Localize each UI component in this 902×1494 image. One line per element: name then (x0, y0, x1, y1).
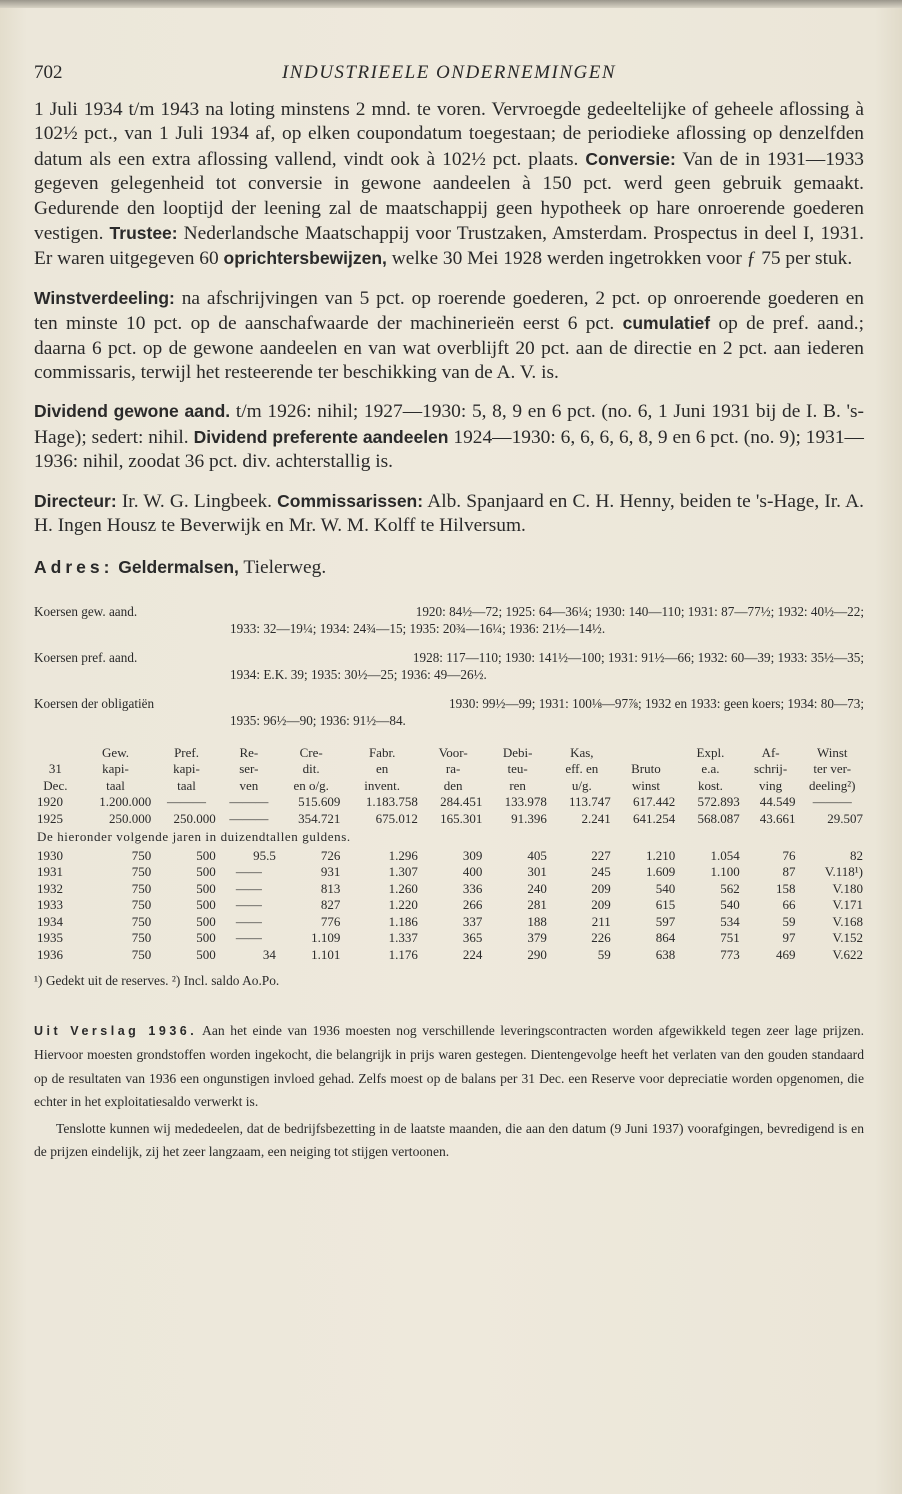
value-cell: —— (235, 864, 262, 879)
value-cell: 1.101 (311, 946, 341, 962)
value-cell: 773 (720, 946, 740, 962)
address-line (34, 557, 864, 579)
quote-line (34, 695, 864, 712)
header-line: Gew. (102, 744, 129, 760)
value-cell: 281 (527, 897, 547, 912)
value-cell: 165.301 (440, 810, 483, 826)
table-row (34, 914, 866, 931)
header-line: Expl. (696, 744, 725, 760)
value-cell: 87 (782, 864, 796, 879)
column-header (485, 745, 549, 795)
paragraph-dividend (34, 399, 864, 474)
table-row (34, 930, 866, 947)
header-line: schrij- (753, 761, 788, 776)
text-span: Aan het einde van 1936 moesten nog verschillende leveringscontracten worden afgewikkeld tegen zeer lage prijzen. Hiervoor moesten grondstoffen worden ingekocht, die belangrijk in prijs waren gestegen. Dientengevolge heeft het verlaten van den gouden standaard op de resultaten van 1936 een ongunstigen invloed gehad. Zelfs moest op de balans per 31 Dec. een Reserve voor depreciatie worden opgenomen, die echter in het exploitatiesaldo verwerkt is. (34, 1023, 864, 1110)
value-cell: 1.186 (388, 913, 418, 929)
scan-edge (0, 0, 902, 8)
value-cell: 59 (597, 946, 611, 962)
value-cell: 750 (131, 847, 152, 863)
header-line: Bruto (631, 761, 661, 776)
header-line: ven (239, 777, 259, 793)
column-header (743, 745, 799, 795)
value-cell: 675.012 (375, 810, 418, 826)
column-header (77, 745, 155, 795)
year-cell: 1920 (37, 794, 63, 809)
value-cell: 597 (655, 913, 676, 929)
header-line: Pref. (174, 744, 199, 760)
text-span: welke 30 Mei 1928 werden ingetrokken voor ƒ 75 per stuk. (391, 248, 853, 270)
value-cell: 500 (196, 880, 216, 896)
value-cell: 864 (655, 930, 676, 945)
value-cell: 133.978 (504, 794, 547, 809)
value-cell: V.171 (832, 897, 863, 912)
price-quotes (34, 603, 864, 729)
value-cell: 1.200.000 (99, 794, 152, 809)
value-cell: 750 (131, 946, 152, 962)
quote-line (34, 603, 864, 620)
value-cell: 1.210 (645, 847, 676, 863)
table-row (34, 897, 866, 914)
value-cell: V.118¹) (824, 864, 863, 879)
value-cell: V.152 (832, 930, 863, 945)
value-cell: 500 (196, 847, 216, 863)
value-cell: 1.109 (311, 930, 341, 945)
value-cell: 540 (655, 880, 676, 896)
value-cell: 500 (196, 930, 216, 945)
header-line: en o/g. (293, 777, 329, 793)
running-title: INDUSTRIEELE ONDERNEMINGEN (281, 62, 616, 83)
paragraph-directie (34, 489, 864, 539)
heading-dividend-preferente: Dividend preferente aandeelen (193, 426, 449, 447)
header-row (34, 745, 866, 795)
quote-line (34, 649, 864, 666)
value-cell: 1.609 (645, 864, 676, 879)
header-line: taal (106, 777, 125, 793)
year-cell: 1931 (37, 864, 63, 879)
value-cell: 641.254 (632, 810, 676, 826)
value-cell: ——— (167, 794, 207, 809)
header-line: invent. (364, 777, 401, 793)
year-cell: 1933 (37, 897, 63, 912)
value-cell: 224 (462, 946, 483, 962)
header-line: Debi- (502, 744, 533, 760)
value-cell: 250.000 (109, 810, 152, 826)
value-cell: 76 (782, 847, 796, 863)
address-place: Geldermalsen, (118, 556, 239, 577)
table-row (34, 947, 866, 964)
header-line: deeling²) (808, 777, 856, 793)
address-street: Tielerweg. (243, 556, 327, 578)
value-cell: 379 (527, 930, 547, 945)
value-cell: 515.609 (298, 794, 341, 809)
value-cell: 209 (591, 897, 611, 912)
column-header (34, 745, 77, 795)
value-cell: 34 (262, 946, 276, 962)
value-cell: 750 (131, 864, 152, 879)
value-cell: 931 (320, 864, 341, 879)
header-line: kost. (697, 777, 723, 793)
heading-winstverdeeling: Winstverdeeling: (34, 287, 175, 308)
year-cell: 1930 (37, 847, 63, 863)
header-line: u/g. (571, 777, 592, 793)
text-span: na afschrijvingen van 5 pct. op roerende goederen, 2 pct. op onroerende goederen en ten minste 10 pct. op de aanschafwaarde der machinerieën eerst 6 pct. (34, 287, 864, 335)
value-cell: —— (235, 913, 262, 929)
value-cell: 227 (591, 847, 611, 863)
value-cell: 113.747 (568, 794, 611, 809)
value-cell: 638 (655, 946, 676, 962)
value-cell: 1.220 (388, 897, 418, 912)
header-line: Voor- (438, 744, 468, 760)
value-cell: 59 (782, 913, 796, 929)
value-cell: 44.549 (759, 794, 796, 809)
value-cell: 750 (131, 913, 152, 929)
header-line: Winst (816, 744, 848, 760)
value-cell: 336 (462, 880, 483, 896)
value-cell: 301 (527, 864, 547, 879)
value-cell: 365 (462, 930, 483, 945)
value-cell: 284.451 (440, 794, 483, 809)
column-header (421, 745, 485, 795)
header-line: 31 (48, 761, 62, 776)
table-row (34, 794, 866, 811)
value-cell: 750 (131, 880, 152, 896)
table-row (34, 848, 866, 865)
column-header (154, 745, 218, 795)
header-line: Kas, (570, 744, 594, 760)
address-label: Adres: (34, 556, 114, 577)
value-cell: 1.100 (710, 864, 740, 879)
value-cell: 540 (720, 897, 740, 912)
value-cell: 469 (775, 946, 796, 962)
value-cell: 500 (196, 913, 216, 929)
heading-cumulatief: cumulatief (622, 313, 711, 334)
value-cell: 726 (320, 847, 341, 863)
text-span: t/m 1926: nihil; 1927—1930: 5, 8, 9 en 6 pct. (no. 6, 1 Juni 1931 bij de I. B. 's-Hage); sedert: nihil. (34, 401, 865, 448)
paragraph-aflossing (34, 98, 864, 272)
quote-line-continued: 1933: 32—19¼; 1934: 24¾—15; 1935: 20¾—16¼; 1936: 21½—14½. (230, 620, 606, 636)
header-line: ren (509, 777, 526, 793)
year-cell: 1935 (37, 930, 63, 945)
value-cell: —— (235, 930, 262, 945)
value-cell: 500 (196, 897, 216, 912)
value-cell: V.180 (832, 880, 863, 896)
value-cell: 615 (655, 897, 676, 912)
table-header (34, 745, 866, 795)
value-cell: 209 (591, 880, 611, 896)
value-cell: 617.442 (632, 794, 676, 809)
header-line: den (443, 777, 463, 793)
heading-trustee: Trustee: (109, 223, 178, 244)
header-line: kapi- (173, 761, 200, 776)
table-subheading: De hieronder volgende jaren in duizendtallen guldens. (37, 829, 351, 844)
value-cell: 813 (320, 880, 341, 896)
header-line: kapi- (102, 761, 129, 776)
report-heading: Uit Verslag 1936. (34, 1024, 198, 1038)
value-cell: 226 (591, 930, 611, 945)
header-line: Fabr. (368, 744, 396, 760)
value-cell: 266 (462, 897, 483, 912)
value-cell: 562 (720, 880, 740, 896)
table-footnote: ¹) Gedekt uit de reserves. ²) Incl. saldo Ao.Po. (34, 973, 280, 988)
value-cell: 337 (462, 913, 483, 929)
quote-line-continued: 1934: E.K. 39; 1935: 30½—25; 1936: 49—26½. (230, 666, 487, 682)
value-cell: 309 (462, 847, 483, 863)
header-line: Af- (761, 744, 780, 760)
report-paragraph-2: Tenslotte kunnen wij mededeelen, dat de bedrijfsbezetting in de laatste maanden, die aan den datum (9 Juni 1937) voorafgingen, bevredigend is en de prijzen eindelijk, zij het zeer langzaam, een neiging tot stijgen vertoonen. (34, 1120, 864, 1160)
header-line: en (376, 761, 389, 776)
financial-table (34, 745, 866, 964)
value-cell: 97 (782, 930, 796, 945)
value-cell: 211 (591, 913, 611, 929)
header-line: teu- (507, 761, 528, 776)
value-cell: 534 (720, 913, 740, 929)
quote-values: 1920: 84½—72; 1925: 64—36¼; 1930: 140—110; 1931: 87—77½; 1932: 40½—22; (415, 603, 864, 619)
value-cell: 29.507 (827, 810, 863, 826)
quote-block (34, 649, 864, 683)
value-cell: 354.721 (298, 810, 341, 826)
value-cell: 2.241 (581, 810, 611, 826)
column-header (798, 745, 866, 795)
header-line: Cre- (299, 744, 323, 760)
quote-label: Koersen gew. aand. (34, 603, 138, 619)
quote-block (34, 603, 864, 637)
page-number: 702 (34, 62, 63, 83)
value-cell: 290 (527, 946, 547, 962)
paragraph-winstverdeeling (34, 286, 864, 386)
value-cell: 1.176 (388, 946, 418, 962)
value-cell: 751 (720, 930, 740, 945)
value-cell: 568.087 (697, 810, 740, 826)
value-cell: V.168 (832, 913, 863, 929)
heading-directeur: Directeur: (34, 490, 117, 511)
value-cell: 500 (196, 946, 216, 962)
value-cell: V.622 (832, 946, 863, 962)
value-cell: 188 (527, 913, 547, 929)
heading-conversie: Conversie: (585, 148, 676, 169)
text-span: 1924—1930: 6, 6, 6, 6, 8, 9 en 6 pct. (no. 9); 1931—1936: nihil, zoodat 36 pct. div. achterstallig is. (34, 426, 864, 473)
text-span: 1 Juli 1934 t/m 1943 na loting minstens 2 mnd. te voren. Vervroegde gedeeltelijke of geheele aflossing à 102½ pct., van 1 Juli 1934 af, op elken coupondatum toegestaan; de periodieke aflossing op denzelfden datum als een extra aflossing vallend, vindt ook à 102½ pct. plaats. (34, 99, 864, 170)
value-cell: ——— (812, 794, 852, 809)
heading-dividend-gewone: Dividend gewone aand. (34, 401, 231, 422)
annual-report-excerpt (34, 1019, 864, 1163)
value-cell: 158 (775, 880, 796, 896)
value-cell: 400 (462, 864, 483, 879)
header-line: taal (177, 777, 196, 793)
header-line: dit. (302, 761, 320, 776)
table-row (34, 811, 866, 828)
value-cell: —— (235, 897, 262, 912)
table-row (34, 881, 866, 898)
column-header (343, 745, 421, 795)
text-span: Van de in 1931—1933 gegeven gelegenheid tot conversie in gewone aandeelen à 150 pct. werd geen gebruik gemaakt. Gedurende den looptijd der leening zal de maatschappij geen hypotheek op hare onroerende goederen vestigen. (34, 148, 864, 245)
value-cell: 572.893 (697, 794, 740, 809)
value-cell: 750 (131, 897, 152, 912)
report-paragraph-1 (34, 1019, 864, 1114)
value-cell: 1.337 (388, 930, 418, 945)
column-header (550, 745, 614, 795)
value-cell: 91.396 (511, 810, 547, 826)
value-cell: 240 (527, 880, 547, 896)
year-cell: 1934 (37, 913, 63, 929)
quote-block (34, 695, 864, 729)
value-cell: 1.260 (388, 880, 418, 896)
year-cell: 1925 (37, 810, 63, 826)
value-cell: 43.661 (759, 810, 796, 826)
heading-commissarissen: Commissarissen: (277, 490, 424, 511)
quote-values: 1928: 117—110; 1930: 141½—100; 1931: 91½—66; 1932: 60—39; 1933: 35½—35; (412, 649, 864, 665)
quote-label: Koersen pref. aand. (34, 649, 138, 665)
table-body (34, 794, 866, 963)
year-cell: 1932 (37, 880, 63, 896)
text-span: Alb. Spanjaard en C. H. Henny, beiden te 's-Hage, Ir. A. H. Ingen Housz te Beverwijk en Mr. W. M. Kolff te Hilversum. (34, 490, 864, 537)
column-header (678, 745, 742, 795)
year-cell: 1936 (37, 946, 63, 962)
value-cell: 82 (850, 847, 863, 863)
quote-values: 1930: 99½—99; 1931: 100⅛—97⅞; 1932 en 1933: geen koers; 1934: 80—73; (448, 695, 864, 711)
value-cell: 405 (527, 847, 547, 863)
quote-label: Koersen der obligatiën (34, 695, 155, 711)
value-cell: ——— (229, 794, 269, 809)
header-line: ser- (239, 761, 259, 776)
value-cell: 776 (320, 913, 341, 929)
header-line: e.a. (701, 761, 720, 776)
value-cell: 95.5 (253, 847, 276, 863)
quote-line-continued: 1935: 96½—90; 1936: 91½—84. (230, 712, 406, 728)
table-subheading-row (34, 827, 866, 848)
value-cell: ——— (229, 810, 269, 826)
header-line: Re- (239, 744, 259, 760)
column-header (614, 745, 678, 795)
column-header (219, 745, 279, 795)
value-cell: 250.000 (173, 810, 216, 826)
column-header (279, 745, 343, 795)
value-cell: 500 (196, 864, 216, 879)
header-line: Dec. (43, 777, 68, 793)
header-line: eff. en (565, 761, 599, 776)
value-cell: —— (235, 880, 262, 896)
header-line: winst (631, 777, 661, 793)
value-cell: 245 (591, 864, 611, 879)
value-cell: 1.183.758 (365, 794, 418, 809)
page-body (34, 98, 864, 1163)
header-line: ra- (445, 761, 461, 776)
text-span: Nederlandsche Maatschappij voor Trustzaken, Amsterdam. Prospectus in deel I, 1931. Er waren uitgegeven 60 (34, 223, 864, 270)
value-cell: 66 (782, 897, 796, 912)
value-cell: 1.054 (710, 847, 740, 863)
value-cell: 827 (320, 897, 341, 912)
text-span: op de pref. aand.; daarna 6 pct. op de gewone aandeelen en van wat overblijft 20 pct. aan de directie en 2 pct. aan iederen commissaris, terwijl het resteerende ter beschikking van de A. V. is. (34, 313, 864, 384)
heading-oprichtersbewijzen: oprichtersbewijzen, (223, 248, 387, 269)
text-span: Ir. W. G. Lingbeek. (121, 490, 272, 512)
value-cell: 750 (131, 930, 152, 945)
value-cell: 1.296 (388, 847, 418, 863)
table-row (34, 864, 866, 881)
header-line: ving (759, 777, 783, 793)
value-cell: 1.307 (388, 864, 418, 879)
header-line: ter ver- (813, 761, 852, 776)
page-header (34, 62, 864, 90)
